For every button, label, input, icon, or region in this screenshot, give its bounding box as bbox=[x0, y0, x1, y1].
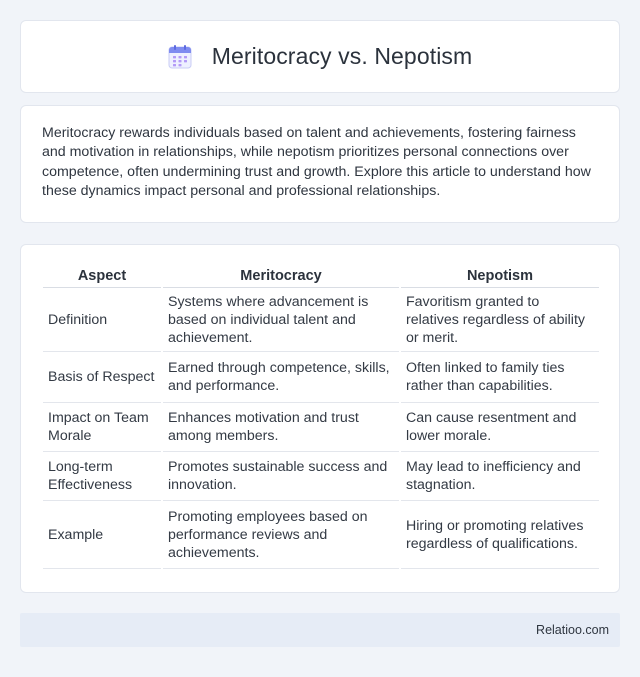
footer-bar bbox=[20, 613, 620, 647]
meritocracy-cell: Systems where advancement is based on individual talent and achievement. bbox=[163, 288, 399, 352]
title-wrap bbox=[168, 43, 473, 70]
intro-card bbox=[20, 105, 620, 223]
column-header-meritocracy: Meritocracy bbox=[163, 266, 399, 288]
table-row bbox=[43, 501, 599, 569]
nepotism-cell: May lead to inefficiency and stagnation. bbox=[401, 452, 599, 501]
nepotism-cell: Can cause resentment and lower morale. bbox=[401, 403, 599, 452]
table-row bbox=[43, 352, 599, 403]
table-header-row bbox=[43, 266, 599, 288]
aspect-cell: Basis of Respect bbox=[43, 352, 161, 403]
footer-site-name: Relatioo.com bbox=[536, 623, 609, 637]
comparison-table bbox=[41, 266, 601, 569]
aspect-cell: Long-term Effectiveness bbox=[43, 452, 161, 501]
table-row bbox=[43, 452, 599, 501]
column-header-nepotism: Nepotism bbox=[401, 266, 599, 288]
intro-paragraph: Meritocracy rewards individuals based on talent and achievements, fostering fairness and motivation in relationships, while nepotism prioritizes personal connections over competence, often undermining trust and growth. Explore this article to understand how these dynamics impact personal and professional relationships. bbox=[42, 125, 591, 199]
calendar-icon bbox=[168, 44, 192, 70]
aspect-cell: Definition bbox=[43, 288, 161, 352]
table-row bbox=[43, 403, 599, 452]
page-title: Meritocracy vs. Nepotism bbox=[211, 43, 473, 69]
nepotism-cell: Often linked to family ties rather than capabilities. bbox=[401, 352, 599, 403]
comparison-card bbox=[20, 244, 620, 593]
meritocracy-cell: Promoting employees based on performance reviews and achievements. bbox=[163, 501, 399, 569]
table-row bbox=[43, 288, 599, 352]
meritocracy-cell: Enhances motivation and trust among members. bbox=[163, 403, 399, 452]
nepotism-cell: Favoritism granted to relatives regardless of ability or merit. bbox=[401, 288, 599, 352]
meritocracy-cell: Earned through competence, skills, and performance. bbox=[163, 352, 399, 403]
aspect-cell: Example bbox=[43, 501, 161, 569]
header-card bbox=[20, 20, 620, 93]
column-header-aspect: Aspect bbox=[43, 266, 161, 288]
aspect-cell: Impact on Team Morale bbox=[43, 403, 161, 452]
meritocracy-cell: Promotes sustainable success and innovation. bbox=[163, 452, 399, 501]
nepotism-cell: Hiring or promoting relatives regardless of qualifications. bbox=[401, 501, 599, 569]
